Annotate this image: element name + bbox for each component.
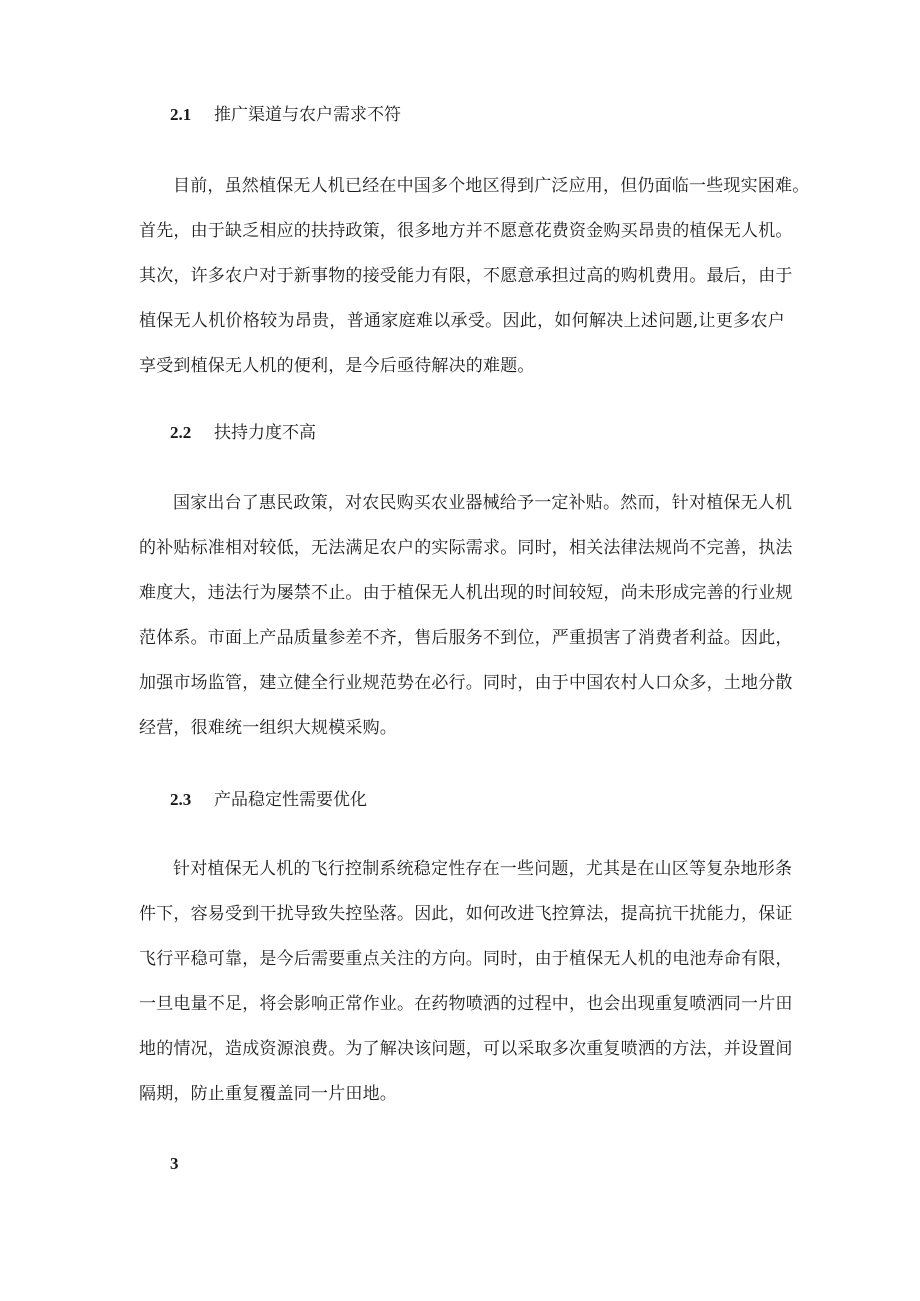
paragraph-line: 经营，很难统一组织大规模采购。 bbox=[139, 718, 397, 738]
paragraph-line: 的补贴标准相对较低，无法满足农户的实际需求。同时，相关法律法规尚不完善，执法 bbox=[139, 538, 793, 558]
paragraph-line: 地的情况，造成资源浪费。为了解决该问题，可以采取多次重复喷洒的方法，并设置间 bbox=[139, 1039, 793, 1059]
paragraph-line: 针对植保无人机的飞行控制系统稳定性存在一些问题，尤其是在山区等复杂地形条 bbox=[173, 859, 793, 879]
section-heading-2-3 bbox=[170, 788, 367, 812]
page-number: 3 bbox=[170, 1154, 179, 1173]
paragraph-line: 国家出台了惠民政策，对农民购买农业器械给予一定补贴。然而，针对植保无人机 bbox=[173, 493, 793, 513]
section-title: 推广渠道与农户需求不符 bbox=[214, 105, 401, 125]
paragraph-line: 难度大，违法行为屡禁不止。由于植保无人机出现的时间较短，尚未形成完善的行业规 bbox=[139, 583, 793, 603]
section-number: 2.1 bbox=[170, 105, 192, 124]
section-title: 产品稳定性需要优化 bbox=[214, 790, 367, 810]
section-heading-2-1 bbox=[170, 103, 401, 127]
paragraph-line: 飞行平稳可靠，是今后需要重点关注的方向。同时，由于植保无人机的电池寿命有限， bbox=[139, 949, 793, 969]
section-heading-2-2 bbox=[170, 421, 316, 445]
section-number: 2.3 bbox=[170, 790, 192, 809]
paragraph-line: 其次，许多农户对于新事物的接受能力有限，不愿意承担过高的购机费用。最后，由于 bbox=[139, 266, 793, 286]
paragraph-line: 一旦电量不足，将会影响正常作业。在药物喷洒的过程中，也会出现重复喷洒同一片田 bbox=[139, 994, 793, 1014]
section-number: 2.2 bbox=[170, 423, 192, 442]
paragraph-line: 件下，容易受到干扰导致失控坠落。因此，如何改进飞控算法，提高抗干扰能力，保证 bbox=[139, 904, 793, 924]
paragraph-line: 植保无人机价格较为昂贵，普通家庭难以承受。因此，如何解决上述问题,让更多农户 bbox=[139, 311, 785, 331]
paragraph-line: 加强市场监管，建立健全行业规范势在必行。同时，由于中国农村人口众多，土地分散 bbox=[139, 673, 793, 693]
paragraph-line: 享受到植保无人机的便利，是今后亟待解决的难题。 bbox=[139, 356, 535, 376]
section-title: 扶持力度不高 bbox=[214, 423, 316, 443]
paragraph-line: 隔期，防止重复覆盖同一片田地。 bbox=[139, 1084, 397, 1104]
paragraph-line: 目前，虽然植保无人机已经在中国多个地区得到广泛应用，但仍面临一些现实困难。 bbox=[173, 176, 810, 196]
paragraph-line: 范体系。市面上产品质量参差不齐，售后服务不到位，严重损害了消费者利益。因此， bbox=[139, 628, 793, 648]
paragraph-line: 首先，由于缺乏相应的扶持政策，很多地方并不愿意花费资金购买昂贵的植保无人机。 bbox=[139, 221, 793, 241]
